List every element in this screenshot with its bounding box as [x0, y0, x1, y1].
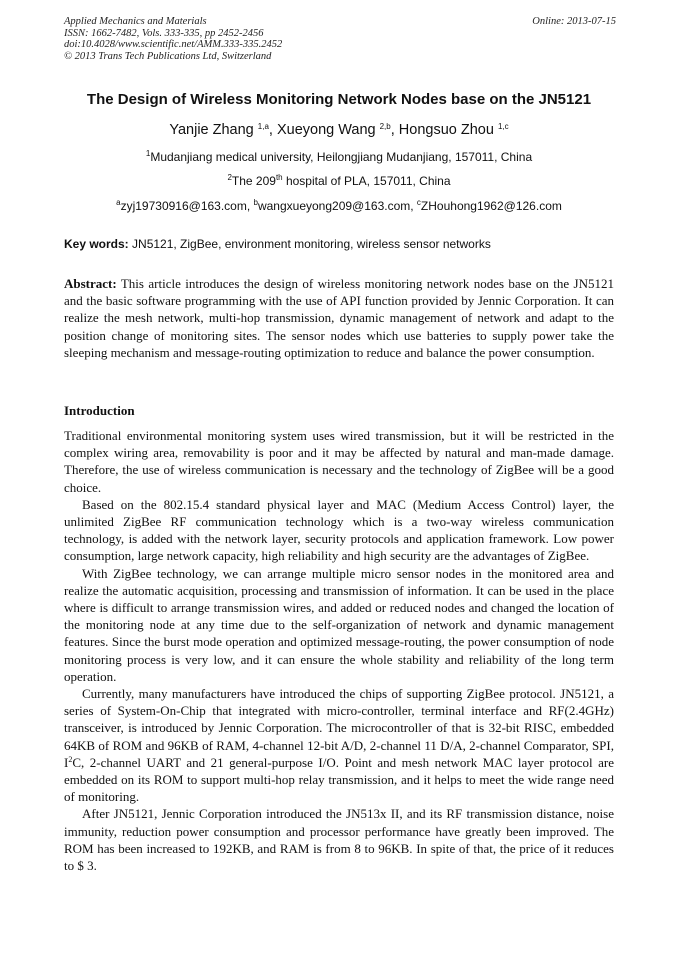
- abstract: [64, 275, 614, 361]
- paragraph-text: C, 2-channel UART and 21 general-purpose I/O. Point and mesh network MAC layer protocol are embedded on its ROM to support multi-hop relay transmission, and it helps to meet the wide range need of monitoring.: [64, 754, 614, 805]
- superscript: 2: [68, 754, 73, 764]
- keywords-text: JN5121, ZigBee, environment monitoring, wireless sensor networks: [128, 237, 491, 251]
- author-affil-mark: 1,c: [497, 122, 509, 131]
- affil-text: Mudanjiang medical university, Heilongjiang Mudanjiang, 157011, China: [150, 150, 533, 164]
- affil-text: The 209: [231, 174, 276, 188]
- doi-line: doi:10.4028/www.scientific.net/AMM.333-335.2452: [64, 39, 283, 51]
- affiliation-1: [40, 150, 638, 164]
- journal-header: [64, 16, 616, 62]
- ordinal-suffix: th: [275, 173, 283, 182]
- author-affil-mark: 1,a: [257, 122, 269, 131]
- author-name: Yanjie Zhang: [169, 122, 258, 138]
- email-mark: b: [253, 198, 258, 207]
- email-address: zyj19730916@163.com,: [120, 199, 254, 213]
- email-mark: c: [416, 198, 421, 207]
- paragraph: After JN5121, Jennic Corporation introduced the JN513x II, and its RF transmission distance, noise immunity, reduction power consumption and processor performance have greatly been improved. The ROM has been increased to 192KB, and RAM is from 8 to 96KB. In spite of that, the price of it reduces to $ 3.: [64, 806, 614, 874]
- paragraph: Traditional environmental monitoring system uses wired transmission, but it will be restricted in the complex wiring area, removability is poor and it may be affected by natural and man-made damage. Therefore, the use of wireless communication is necessary and the technology of ZigBee will be a good choice.: [64, 428, 614, 495]
- affiliation-2: [40, 174, 638, 188]
- author-name: Xueyong Wang: [276, 122, 380, 138]
- keywords-label: Key words:: [64, 237, 129, 251]
- affil-mark: 1: [145, 149, 151, 158]
- email-address: wangxueyong209@163.com,: [257, 199, 417, 213]
- affil-text: hospital of PLA, 157011, China: [282, 174, 451, 188]
- journal-name: Applied Mechanics and Materials: [64, 16, 207, 27]
- author-name: Hongsuo Zhou: [398, 122, 498, 138]
- copyright-line: © 2013 Trans Tech Publications Ltd, Switzerland: [64, 50, 272, 62]
- paper-title: The Design of Wireless Monitoring Network Nodes base on the JN5121: [86, 91, 592, 108]
- abstract-text: This article introduces the design of wireless monitoring network nodes base on the JN5121 and the basic software programming with the use of API function provided by Jennic Corporation. It can realize the mesh network, multi-hop transmission, dynamic management of network and adapt to the position change of monitoring sites. The sensor nodes which use batteries to supply power take the sleeping mechanism and message-routing optimization to reduce and balance the power consumption.: [64, 276, 614, 360]
- issn-line: ISSN: 1662-7482, Vols. 333-335, pp 2452-2456: [64, 27, 264, 39]
- paragraph-text: Currently, many manufacturers have introduced the chips of supporting ZigBee protocol. JN5121, a series of System-On-Chip that integrated with micro-controller, terminal interface and RF(2.4GHz) transceiver, is introduced by Jennic Corporation. The microcontroller of that is 32-bit RISC, embedded 64KB of ROM and 96KB of RAM, 4-channel 12-bit A/D, 2-channel 11 D/A, 2-channel Comparator, SPI, I: [64, 686, 614, 770]
- email-address: ZHouhong1962@126.com: [420, 199, 562, 213]
- author-list: Yanjie Zhang $^{1,a}$, Xueyong Wang $^{2,b}$, Hongsuo Zhou $^{1,c}$: [169, 122, 509, 138]
- author-affil-mark: 2,b: [379, 122, 391, 131]
- keywords: [64, 237, 616, 251]
- section-heading-introduction: Introduction: [64, 403, 135, 418]
- paragraph: [64, 685, 614, 805]
- abstract-label: Abstract:: [64, 276, 117, 291]
- email-mark: a: [116, 198, 121, 207]
- introduction-body: [64, 427, 614, 874]
- paragraph: Based on the 802.15.4 standard physical layer and MAC (Medium Access Control) layer, the unlimited ZigBee RF communication technology which is a two-way wireless communication technology, is added with the network layer, security protocols and application framework. Low power consumption, large network capacity, high reliability and high security are the advantages of ZigBee.: [64, 496, 614, 564]
- email-list: [40, 199, 638, 213]
- paragraph: With ZigBee technology, we can arrange multiple micro sensor nodes in the monitored area and realize the automatic acquisition, processing and transmission of information. It can be used in the place where is difficult to arrange transmission wires, and added or reduced nodes and changed the location of the monitoring node at any time due to the self-organization of network and dynamic management features. Since the burst mode operation and optimized message-routing, the power consumption of node monitoring process is very low, and it can ensure the whole stability and reliability of the long term operation.: [64, 565, 614, 684]
- online-date: Online: 2013-07-15: [532, 16, 616, 27]
- affil-mark: 2: [227, 173, 232, 182]
